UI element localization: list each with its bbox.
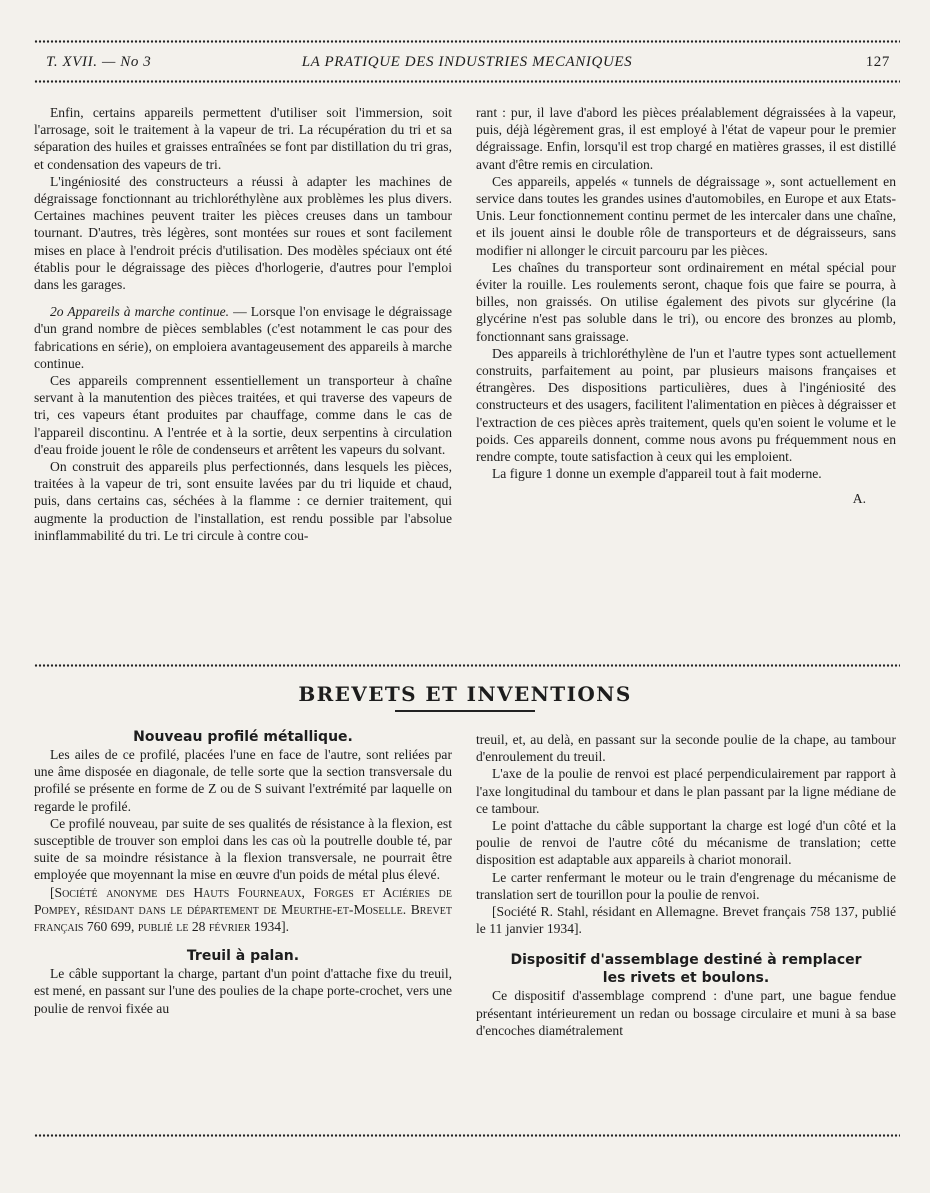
paragraph: Des appareils à trichloréthylène de l'un et l'autre types sont actuellement construits, parfaitement au point, par plusieurs maisons françaises et étrangères. Des dispositions particulières, dues à l'ingéniosité des constructeurs et des usagers, facilitent l'alimentation en pièces à dégraisser et l'extraction de ces pièces après traitement, quels qu'en soient le volume et le poids. Ces appareils donnent, comme nous avons pu fréquemment nous en rendre compte, toute satisfaction à ceux qui les emploient. <box>476 345 896 465</box>
section-dotted-rule <box>34 664 900 667</box>
article-column-right <box>476 104 896 508</box>
patents-column-right <box>476 731 896 1039</box>
patent-heading: Nouveau profilé métallique. <box>133 729 353 745</box>
section-title: BREVETS ET INVENTIONS <box>298 682 632 706</box>
paragraph: La figure 1 donne un exemple d'appareil tout à fait moderne. <box>492 466 822 482</box>
article-column-left <box>34 104 452 544</box>
subsection-text: — Lorsque l'on envisage le dégraissage d'un grand nombre de pièces semblables (c'est notamment le cas pour des fabrications en série), on emploiera avantageusement des appareils à marche continue. <box>34 304 452 371</box>
patent-reference: [Société R. Stahl, résidant en Allemagne. Brevet français 758 137, publié le 11 janvier 1934]. <box>476 904 896 937</box>
volume-number: T. XVII. — No 3 <box>46 54 152 70</box>
paragraph: Les ailes de ce profilé, placées l'une en face de l'autre, sont reliées par une âme disposée en diagonale, de telle sorte que la section transversale du profilé se présente en forme de Z ou de S suivant l'extrémité par laquelle on regarde le profilé. <box>34 747 452 814</box>
paragraph: rant : pur, il lave d'abord les pièces préalablement dégraissées à la vapeur, puis, déjà légèrement gras, il est employé à l'état de vapeur pour le premier dégraissage. Enfin, lorsqu'il est trop chargé en matières grasses, il est distillé avant d'être remis en circulation. <box>476 105 896 172</box>
paragraph: treuil, et, au delà, en passant sur la seconde poulie de la chape, au tambour d'enroulement du treuil. <box>476 732 896 765</box>
subsection-label: 2o Appareils à marche continue. <box>50 304 230 320</box>
patent-heading: Dispositif d'assemblage destiné à remplacer les rivets et boulons. <box>510 952 862 987</box>
paragraph: Ces appareils comprennent essentiellement un transporteur à chaîne servant à la manutention des pièces traitées, et qui traverse des vapeurs de tri, ces vapeurs étant produites par chauffage, comme dans le cas de l'appareil discontinu. A l'entrée et à la sortie, deux serpentins à circulation d'eau froide jouent le rôle de condenseurs et arrêtent les vapeurs du solvant. <box>34 373 452 457</box>
patents-column-left <box>34 728 452 1017</box>
header-dotted-rule <box>34 80 900 83</box>
paragraph-continuous-apparatus <box>34 303 452 372</box>
author-signature: A. <box>852 491 866 507</box>
paragraph: Le carter renfermant le moteur ou le train d'engrenage du mécanisme de translation sert de tourillon pour la poulie de renvoi. <box>476 869 896 902</box>
bottom-dotted-rule <box>34 1134 900 1137</box>
journal-title: LA PRATIQUE DES INDUSTRIES MECANIQUES <box>301 54 633 70</box>
paragraph: On construit des appareils plus perfectionnés, dans lesquels les pièces, traitées à la vapeur de tri, sont ensuite lavées par du tri liquide et chaud, puis, dans certains cas, séchées à la flamme : ce dernier traitement, qui augmente la production de l'installation, est rendu possible par l'absolue ininflammabilité du tri. Le tri circule à contre cou- <box>34 459 452 543</box>
paragraph: Le point d'attache du câble supportant la charge est logé d'un côté et la poulie de renvoi de l'autre côté du mécanisme de translation; cette disposition est adaptable aux appareils à chariot monorail. <box>476 818 896 868</box>
patent-reference: [Société anonyme des Hauts Fourneaux, Forges et Aciéries de Pompey, résidant dans le département de Meurthe-et-Moselle. Brevet français 760 699, publié le 28 février 1934]. <box>34 884 452 935</box>
paragraph: L'axe de la poulie de renvoi est placé perpendiculairement par rapport à l'axe longitudinal du tambour et dans le plan passant par la ligne médiane de ce tambour. <box>476 766 896 816</box>
page-header <box>34 50 900 76</box>
paragraph: Les chaînes du transporteur sont ordinairement en métal spécial pour éviter la rouille. Les roulements seront, chaque fois que faire se pourra, à billes, non graissés. On utilise également des pivots sur glycérine (la glycérine n'est pas soluble dans le tri), ou encore des bronzes au plomb, fonctionnant sans graissage. <box>476 259 896 344</box>
top-dotted-rule <box>34 40 900 43</box>
page-number: 127 <box>865 54 890 70</box>
section-title-underline <box>395 710 535 712</box>
paragraph: Ce profilé nouveau, par suite de ses qualités de résistance à la flexion, est susceptible de trouver son emploi dans les cas où la poutrelle double té, par suite de sa moindre résistance à la flexion transversale, ne pourrait être employée que moyennant la mise en œuvre d'un poids de métal plus élevé. <box>34 815 452 883</box>
patent-heading: Treuil à palan. <box>186 948 300 965</box>
paragraph: L'ingéniosité des constructeurs a réussi à adapter les machines de dégraissage fonctionnant au trichloréthylène aux problèmes les plus divers. Certaines machines peuvent traiter les pièces creuses dans un tambour tournant. D'autres, très légères, sont montées sur roues et sont facilement mises en place à l'endroit précis d'utilisation. Des modèles spéciaux ont été établis pour le dégraissage des pièces d'horlogerie, d'autres pour l'emploi dans les garages. <box>34 173 452 293</box>
paragraph: Le câble supportant la charge, partant d'un point d'attache fixe du treuil, est mené, en passant sur l'une des poulies de la chape porte-crochet, vers une poulie de renvoi fixée au <box>34 966 452 1016</box>
paragraph: Enfin, certains appareils permettent d'utiliser soit l'immersion, soit l'arrosage, soit le traitement à la vapeur de tri. La récupération du tri et sa séparation des huiles et graisses entraînées se font par distillation du tri gras, et condensation des vapeurs de tri. <box>34 105 452 172</box>
paragraph: Ces appareils, appelés « tunnels de dégraissage », sont actuellement en service dans toutes les grandes usines d'automobiles, en Europe et aux Etats-Unis. Leur fonctionnement continu permet de les intercaler dans une chaîne, et ils jouent ainsi le double rôle de transporteurs et de dégraisseurs, sans modifier ni allonger le circuit parcouru par les pièces. <box>476 173 896 258</box>
paragraph: Ce dispositif d'assemblage comprend : d'une part, une bague fendue présentant intérieurement un redan ou bossage circulaire et muni à sa base d'encoches diamétralement <box>476 988 896 1038</box>
